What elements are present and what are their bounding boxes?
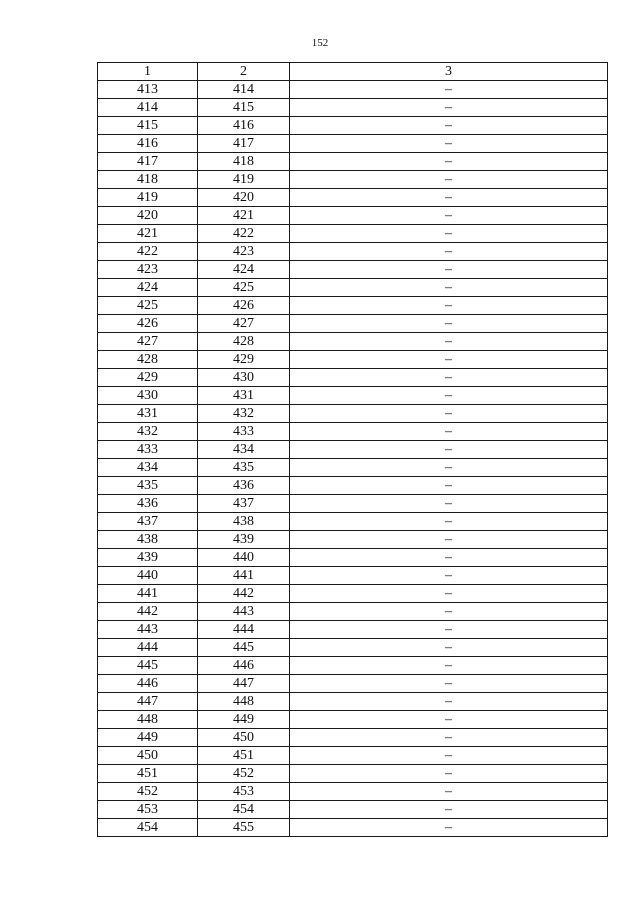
table-row [98,387,608,405]
table-row [98,261,608,279]
table-cell-col-2: 438 [198,513,290,531]
table-row [98,693,608,711]
table-row [98,477,608,495]
table-cell-col-2: 433 [198,423,290,441]
table-cell-col-1: 435 [98,477,198,495]
table-cell-col-1: 428 [98,351,198,369]
table-cell-col-3: – [290,135,608,153]
table-cell-col-3: – [290,261,608,279]
table-cell-col-3: – [290,297,608,315]
table-cell-col-2: 436 [198,477,290,495]
table-cell-col-2: 419 [198,171,290,189]
table-cell-col-1: 415 [98,117,198,135]
table-cell-col-2: 416 [198,117,290,135]
table-cell-col-3: – [290,225,608,243]
table-cell-col-1: 421 [98,225,198,243]
table-cell-col-1: 454 [98,819,198,837]
table-cell-col-3: – [290,657,608,675]
page-number: 152 [311,37,329,49]
table-cell-col-3: – [290,801,608,819]
table-cell-col-1: 416 [98,135,198,153]
table-cell-col-1: 443 [98,621,198,639]
table-row [98,135,608,153]
table-row [98,189,608,207]
table-cell-col-1: 453 [98,801,198,819]
table-cell-col-1: 436 [98,495,198,513]
table-row [98,351,608,369]
table-cell-col-3: – [290,81,608,99]
table-cell-col-2: 437 [198,495,290,513]
table-row [98,225,608,243]
table-cell-col-1: 417 [98,153,198,171]
table-row [98,765,608,783]
table-cell-col-3: – [290,369,608,387]
table-cell-col-1: 449 [98,729,198,747]
table-row [98,585,608,603]
table-cell-col-3: – [290,243,608,261]
table-cell-col-3: – [290,675,608,693]
table-cell-col-1: 438 [98,531,198,549]
table-cell-col-1: 446 [98,675,198,693]
table-cell-col-1: 418 [98,171,198,189]
table-cell-col-2: 431 [198,387,290,405]
table-row [98,531,608,549]
table-cell-col-1: 437 [98,513,198,531]
table-cell-col-1: 426 [98,315,198,333]
table-row [98,549,608,567]
table-cell-col-3: – [290,207,608,225]
table-cell-col-1: 431 [98,405,198,423]
table-cell-col-2: 422 [198,225,290,243]
table-cell-col-2: 454 [198,801,290,819]
table-cell-col-2: 429 [198,351,290,369]
table-cell-col-2: 447 [198,675,290,693]
table-cell-col-1: 414 [98,99,198,117]
table-cell-col-1: 440 [98,567,198,585]
table-cell-col-2: 443 [198,603,290,621]
table-cell-col-3: – [290,189,608,207]
table-row [98,369,608,387]
table-row [98,117,608,135]
table-cell-col-1: 423 [98,261,198,279]
table-row [98,657,608,675]
table-row [98,513,608,531]
table-cell-col-3: – [290,783,608,801]
table-row [98,639,608,657]
table-cell-col-2: 455 [198,819,290,837]
table-row [98,675,608,693]
table-cell-col-3: – [290,333,608,351]
table-cell-col-2: 430 [198,369,290,387]
table-cell-col-1: 427 [98,333,198,351]
table-cell-col-2: 451 [198,747,290,765]
table-cell-col-2: 452 [198,765,290,783]
table-cell-col-2: 415 [198,99,290,117]
table-cell-col-2: 446 [198,657,290,675]
table-row [98,747,608,765]
table-cell-col-3: – [290,351,608,369]
table-cell-col-2: 445 [198,639,290,657]
table-cell-col-3: – [290,765,608,783]
table-cell-col-1: 452 [98,783,198,801]
table-cell-col-3: – [290,567,608,585]
table-row [98,207,608,225]
table-cell-col-2: 449 [198,711,290,729]
table-cell-col-2: 423 [198,243,290,261]
table-cell-col-1: 430 [98,387,198,405]
table-cell-col-2: 418 [198,153,290,171]
table-cell-col-1: 422 [98,243,198,261]
table-cell-col-3: – [290,423,608,441]
table-cell-col-1: 419 [98,189,198,207]
table-cell-col-2: 426 [198,297,290,315]
table-cell-col-1: 442 [98,603,198,621]
table-cell-col-3: – [290,693,608,711]
table-cell-col-2: 424 [198,261,290,279]
table-cell-col-1: 432 [98,423,198,441]
table-cell-col-1: 429 [98,369,198,387]
table-row [98,819,608,837]
table-cell-col-3: – [290,171,608,189]
table-cell-col-3: – [290,459,608,477]
table-cell-col-1: 434 [98,459,198,477]
table-row [98,279,608,297]
table-row [98,567,608,585]
table-row [98,711,608,729]
table-cell-col-1: 441 [98,585,198,603]
table-cell-col-3: – [290,639,608,657]
table-cell-col-3: – [290,315,608,333]
table-row [98,405,608,423]
table-row [98,729,608,747]
table-cell-col-1: 450 [98,747,198,765]
table-row [98,171,608,189]
table-row [98,603,608,621]
table-cell-col-2: 425 [198,279,290,297]
table-row [98,243,608,261]
table-cell-col-2: 441 [198,567,290,585]
table-row [98,621,608,639]
table-cell-col-1: 424 [98,279,198,297]
table-row [98,459,608,477]
table-row [98,315,608,333]
table-row [98,99,608,117]
table-row [98,153,608,171]
table-cell-col-3: – [290,513,608,531]
table-cell-col-3: – [290,405,608,423]
table-row [98,495,608,513]
table-cell-col-1: 447 [98,693,198,711]
table-row [98,423,608,441]
table-row [98,801,608,819]
table-cell-col-3: – [290,99,608,117]
table-cell-col-1: 448 [98,711,198,729]
table-cell-col-1: 451 [98,765,198,783]
table-cell-col-1: 439 [98,549,198,567]
table-cell-col-3: – [290,477,608,495]
column-header-3: 3 [290,63,608,81]
table-cell-col-2: 417 [198,135,290,153]
table-cell-col-3: – [290,441,608,459]
table-cell-col-3: – [290,819,608,837]
table-cell-col-2: 421 [198,207,290,225]
table-cell-col-2: 439 [198,531,290,549]
table-cell-col-3: – [290,549,608,567]
table-row [98,81,608,99]
table-cell-col-3: – [290,531,608,549]
table-cell-col-1: 444 [98,639,198,657]
table-cell-col-3: – [290,711,608,729]
table-cell-col-1: 420 [98,207,198,225]
column-header-2: 2 [198,63,290,81]
table-cell-col-3: – [290,621,608,639]
table-cell-col-3: – [290,747,608,765]
table-body [98,81,608,837]
table-cell-col-2: 444 [198,621,290,639]
table-cell-col-3: – [290,729,608,747]
table-cell-col-1: 413 [98,81,198,99]
table-row [98,441,608,459]
table-cell-col-2: 420 [198,189,290,207]
table-header-row [98,63,608,81]
table-cell-col-2: 450 [198,729,290,747]
table-cell-col-2: 435 [198,459,290,477]
table-cell-col-3: – [290,585,608,603]
table-cell-col-3: – [290,387,608,405]
table-cell-col-2: 428 [198,333,290,351]
table-row [98,783,608,801]
table-cell-col-2: 434 [198,441,290,459]
table-cell-col-2: 427 [198,315,290,333]
table-cell-col-3: – [290,153,608,171]
table-row [98,297,608,315]
table-cell-col-3: – [290,117,608,135]
table-cell-col-1: 445 [98,657,198,675]
table-cell-col-2: 414 [198,81,290,99]
data-table [97,62,608,837]
table-cell-col-2: 432 [198,405,290,423]
table-cell-col-2: 442 [198,585,290,603]
column-header-1: 1 [98,63,198,81]
table-cell-col-1: 433 [98,441,198,459]
table-cell-col-1: 425 [98,297,198,315]
table-cell-col-3: – [290,279,608,297]
table-cell-col-2: 448 [198,693,290,711]
table-cell-col-3: – [290,495,608,513]
table-cell-col-2: 440 [198,549,290,567]
table-cell-col-3: – [290,603,608,621]
table-row [98,333,608,351]
table-cell-col-2: 453 [198,783,290,801]
